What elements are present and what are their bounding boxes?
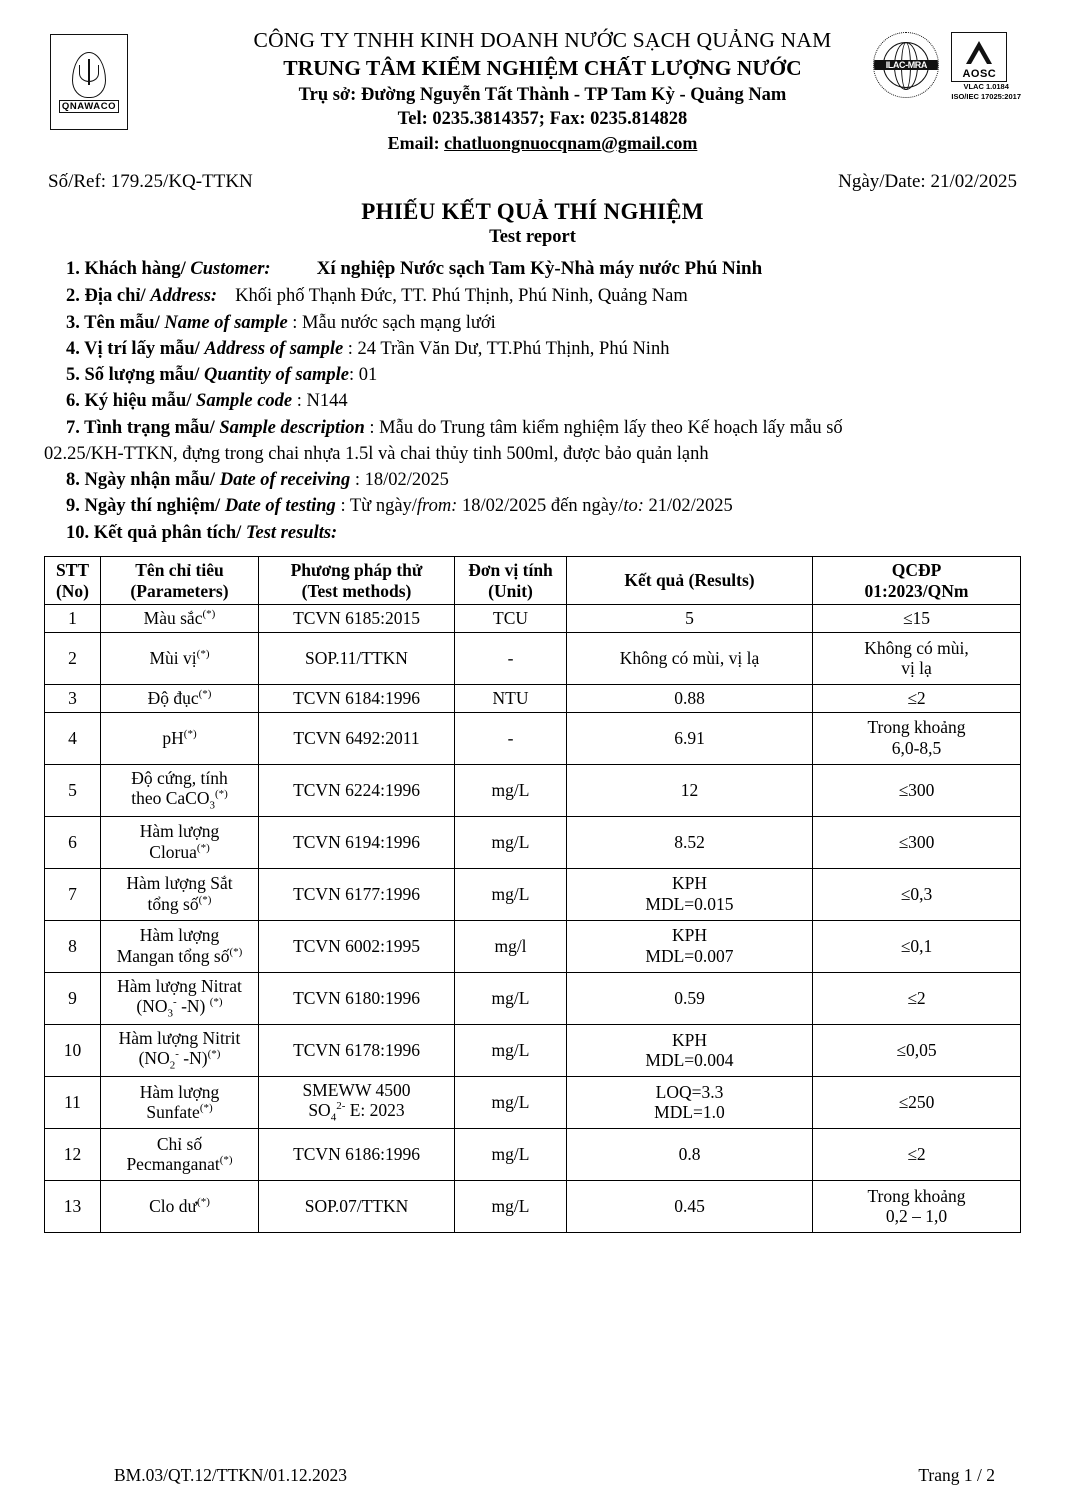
info-row-description	[66, 415, 1021, 441]
testing-value-to: to:	[623, 496, 644, 517]
cell-unit: mg/L	[455, 764, 567, 816]
aosc-icon	[951, 32, 1007, 82]
cell-parameter: Độ cứng, tính theo CaCO$_3$(*)	[101, 764, 259, 816]
cell-parameter: Hàm lượng Nitrat ($NO_3^-$ -N) (*)	[101, 972, 259, 1024]
cell-unit: NTU	[455, 684, 567, 712]
table-row	[45, 1128, 1021, 1180]
footnote-star: (*)	[183, 727, 197, 740]
table-row	[45, 1076, 1021, 1128]
description-label: 7. Tình trạng mẫu/	[66, 417, 220, 438]
cell-result: 5	[567, 605, 813, 633]
info-row-sample-address	[66, 336, 1021, 362]
report-date: Ngày/Date: 21/02/2025	[838, 171, 1017, 193]
cell-parameter: Hàm lượng Mangan tổng số(*)	[101, 920, 259, 972]
cell-unit: mg/L	[455, 1024, 567, 1076]
footnote-star: (*)	[198, 894, 212, 907]
cell-result: 0.59	[567, 972, 813, 1024]
info-row-address	[66, 283, 1021, 309]
info-row-description-cont	[44, 441, 1021, 467]
cell-parameter: pH(*)	[101, 712, 259, 764]
cell-no: 9	[45, 972, 101, 1024]
footnote-star: (*)	[214, 788, 228, 801]
sample-address-label: 4. Vị trí lấy mẫu/	[66, 338, 205, 359]
footnote-star: (*)	[196, 842, 210, 855]
cell-method: TCVN 6224:1996	[259, 764, 455, 816]
ilac-globe-icon	[873, 32, 939, 98]
cell-method: TCVN 6186:1996	[259, 1128, 455, 1180]
info-row-customer	[66, 256, 1021, 283]
info-row-sample-name	[66, 310, 1021, 336]
ref-number: Số/Ref: 179.25/KQ-TTKN	[48, 171, 253, 193]
cell-result: 0.88	[567, 684, 813, 712]
cell-result: KPH MDL=0.004	[567, 1024, 813, 1076]
cell-unit: TCU	[455, 605, 567, 633]
cell-no: 7	[45, 868, 101, 920]
receiving-label: 8. Ngày nhận mẫu/	[66, 470, 220, 491]
footnote-star: (*)	[199, 1102, 213, 1115]
cell-parameter: Clo dư(*)	[101, 1180, 259, 1232]
cell-limit: ≤2	[813, 1128, 1021, 1180]
footnote-star: (*)	[198, 688, 212, 701]
table-row	[45, 1180, 1021, 1232]
cell-parameter: Độ đục(*)	[101, 684, 259, 712]
th-methods: Phương pháp thử (Test methods)	[259, 556, 455, 604]
footnote-star: (*)	[197, 1196, 210, 1209]
cell-limit: ≤2	[813, 972, 1021, 1024]
cell-limit: Trong khoảng 6,0-8,5	[813, 712, 1021, 764]
ilac-mra-mark	[873, 32, 939, 98]
cell-limit: ≤300	[813, 764, 1021, 816]
company-name: CÔNG TY TNHH KINH DOANH NƯỚC SẠCH QUẢNG NAM	[253, 28, 832, 52]
cell-no: 3	[45, 684, 101, 712]
page-subtitle: Test report	[489, 227, 576, 248]
results-label-en: Test results:	[245, 522, 338, 543]
cell-parameter: Hàm lượng Nitrit ($NO_2^-$ -N)(*)	[101, 1024, 259, 1076]
cell-parameter: Màu sắc(*)	[101, 605, 259, 633]
cell-method: TCVN 6180:1996	[259, 972, 455, 1024]
cell-unit: -	[455, 712, 567, 764]
footnote-star: (*)	[202, 608, 216, 621]
cell-result: KPH MDL=0.015	[567, 868, 813, 920]
cell-method: SOP.07/TTKN	[259, 1180, 455, 1232]
reference-line	[44, 171, 1021, 193]
cell-limit: ≤250	[813, 1076, 1021, 1128]
sample-info-block	[44, 256, 1021, 546]
receiving-value: : 18/02/2025	[354, 470, 449, 491]
testing-value-e: 21/02/2025	[643, 496, 733, 517]
cell-limit: Trong khoảng 0,2 – 1,0	[813, 1180, 1021, 1232]
table-row	[45, 764, 1021, 816]
cell-result: 12	[567, 764, 813, 816]
info-row-receiving	[66, 467, 1021, 493]
info-row-testing	[66, 493, 1021, 519]
cell-no: 5	[45, 764, 101, 816]
table-row	[45, 868, 1021, 920]
cell-unit: mg/l	[455, 920, 567, 972]
table-header-row	[45, 556, 1021, 604]
cell-unit: mg/L	[455, 1180, 567, 1232]
cell-method: TCVN 6185:2015	[259, 605, 455, 633]
cell-parameter: Hàm lượng Clorua(*)	[101, 816, 259, 868]
cell-parameter: Hàm lượng Sắt tổng số(*)	[101, 868, 259, 920]
sample-address-value: : 24 Trần Văn Dư, TT.Phú Thịnh, Phú Ninh	[347, 338, 670, 359]
customer-label: 1. Khách hàng/	[66, 259, 191, 280]
sample-code-label-en: Sample code	[196, 391, 293, 412]
th-parameters: Tên chỉ tiêu (Parameters)	[101, 556, 259, 604]
company-logo	[50, 34, 128, 130]
cell-parameter: Mùi vị(*)	[101, 632, 259, 684]
footnote-star: (*)	[229, 946, 243, 959]
cell-parameter: Hàm lượng Sunfate(*)	[101, 1076, 259, 1128]
table-row	[45, 605, 1021, 633]
description-label-en: Sample description	[219, 417, 365, 438]
table-row	[45, 920, 1021, 972]
info-row-sample-code	[66, 388, 1021, 414]
page-number: Trang 1 / 2	[918, 1465, 995, 1485]
cell-limit: ≤15	[813, 605, 1021, 633]
center-name: TRUNG TÂM KIỂM NGHIỆM CHẤT LƯỢNG NƯỚC	[283, 56, 802, 81]
address-label: 2. Địa chỉ/	[66, 286, 151, 307]
description-value-2: 02.25/KH-TTKN, đựng trong chai nhựa 1.5l và chai thủy tinh 500ml, được bảo quản lạnh	[44, 443, 709, 464]
header-text-block	[254, 26, 832, 155]
cell-no: 4	[45, 712, 101, 764]
footnote-star: (*)	[209, 996, 223, 1009]
sample-address-label-en: Address of sample	[204, 338, 344, 359]
cell-no: 10	[45, 1024, 101, 1076]
company-address: Trụ sở: Đường Nguyễn Tất Thành - TP Tam Kỳ - Quảng Nam	[298, 84, 787, 105]
cell-unit: mg/L	[455, 868, 567, 920]
address-value: Khối phố Thạnh Đức, TT. Phú Thịnh, Phú Ninh, Quảng Nam	[235, 286, 688, 307]
address-label-en: Address:	[150, 286, 218, 307]
aosc-mark	[951, 32, 1021, 101]
info-row-quantity	[66, 362, 1021, 388]
info-row-results	[66, 520, 1021, 546]
sample-name-label: 3. Tên mẫu/	[66, 312, 165, 333]
th-stt: STT (No)	[45, 556, 101, 604]
cell-no: 13	[45, 1180, 101, 1232]
company-email-line	[254, 132, 832, 156]
cell-method: TCVN 6178:1996	[259, 1024, 455, 1076]
form-code: BM.03/QT.12/TTKN/01.12.2023	[114, 1465, 348, 1485]
document-header	[44, 26, 1021, 155]
receiving-label-en: Date of receiving	[219, 470, 351, 491]
accreditation-marks	[873, 32, 1021, 101]
results-table	[44, 556, 1021, 1233]
aosc-label: AOSC	[962, 68, 997, 80]
company-phone: Tel: 0235.3814357; Fax: 0235.814828	[397, 109, 688, 130]
email-label: Email:	[387, 132, 440, 153]
email-link[interactable]: chatluongnuocqnam@gmail.com	[444, 132, 698, 153]
cell-no: 6	[45, 816, 101, 868]
cell-result: Không có mùi, vị lạ	[567, 632, 813, 684]
cell-method: SMEWW 4500 $SO_4^{2-}$ E: 2023	[259, 1076, 455, 1128]
table-row	[45, 1024, 1021, 1076]
cell-result: 0.8	[567, 1128, 813, 1180]
quantity-label-en: Quantity of sample	[204, 365, 349, 386]
cell-method: TCVN 6492:2011	[259, 712, 455, 764]
testing-value-a: : Từ ngày/	[340, 496, 417, 517]
description-value: : Mẫu do Trung tâm kiểm nghiệm lấy theo Kế hoạch lấy mẫu số	[369, 417, 843, 438]
cell-limit: ≤300	[813, 816, 1021, 868]
cell-result: 0.45	[567, 1180, 813, 1232]
aosc-sub-line-2: ISO/IEC 17025:2017	[951, 91, 1021, 101]
footnote-star: (*)	[219, 1154, 233, 1167]
cell-no: 2	[45, 632, 101, 684]
testing-label-en: Date of testing	[224, 496, 336, 517]
water-flame-icon	[72, 52, 106, 98]
cell-method: TCVN 6184:1996	[259, 684, 455, 712]
th-unit: Đơn vị tính (Unit)	[455, 556, 567, 604]
cell-result: KPH MDL=0.007	[567, 920, 813, 972]
ilac-label: ILAC-MRA	[874, 60, 938, 70]
sample-name-value: : Mẫu nước sạch mạng lưới	[292, 312, 496, 333]
cell-result: 6.91	[567, 712, 813, 764]
customer-label-en: Customer:	[190, 259, 271, 280]
table-row	[45, 632, 1021, 684]
logo-label: QNAWACO	[59, 100, 119, 113]
th-results: Kết quả (Results)	[567, 556, 813, 604]
results-label: 10. Kết quả phân tích/	[66, 522, 246, 543]
cell-no: 12	[45, 1128, 101, 1180]
cell-limit: Không có mùi, vị lạ	[813, 632, 1021, 684]
th-limit: QCĐP 01:2023/QNm	[813, 556, 1021, 604]
cell-unit: mg/L	[455, 1128, 567, 1180]
cell-parameter: Chỉ số Pecmanganat(*)	[101, 1128, 259, 1180]
cell-method: SOP.11/TTKN	[259, 632, 455, 684]
cell-unit: mg/L	[455, 1076, 567, 1128]
cell-unit: mg/L	[455, 972, 567, 1024]
cell-limit: ≤2	[813, 684, 1021, 712]
table-row	[45, 972, 1021, 1024]
page-footer	[44, 1465, 1021, 1486]
sample-code-value: : N144	[296, 391, 348, 412]
customer-value: Xí nghiệp Nước sạch Tam Kỳ-Nhà máy nước Phú Ninh	[316, 258, 763, 280]
table-row	[45, 816, 1021, 868]
table-row	[45, 712, 1021, 764]
aosc-sub-line-1: VLAC 1.0184	[963, 82, 1009, 91]
table-row	[45, 684, 1021, 712]
quantity-label: 5. Số lượng mẫu/	[66, 365, 205, 386]
sample-name-label-en: Name of sample	[164, 312, 288, 333]
footnote-star: (*)	[196, 648, 210, 661]
testing-value-from: from:	[416, 496, 458, 517]
cell-limit: ≤0,05	[813, 1024, 1021, 1076]
cell-method: TCVN 6177:1996	[259, 868, 455, 920]
cell-unit: mg/L	[455, 816, 567, 868]
cell-limit: ≤0,3	[813, 868, 1021, 920]
cell-no: 11	[45, 1076, 101, 1128]
page-title: PHIẾU KẾT QUẢ THÍ NGHIỆM	[361, 199, 704, 225]
cell-result: 8.52	[567, 816, 813, 868]
footnote-star: (*)	[207, 1048, 221, 1061]
cell-unit: -	[455, 632, 567, 684]
cell-method: TCVN 6194:1996	[259, 816, 455, 868]
cell-limit: ≤0,1	[813, 920, 1021, 972]
testing-value-c: 18/02/2025 đến ngày/	[457, 496, 624, 517]
quantity-value: : 01	[348, 365, 378, 386]
cell-result: LOQ=3.3 MDL=1.0	[567, 1076, 813, 1128]
testing-label: 9. Ngày thí nghiệm/	[66, 496, 225, 517]
cell-no: 8	[45, 920, 101, 972]
cell-method: TCVN 6002:1995	[259, 920, 455, 972]
cell-no: 1	[45, 605, 101, 633]
sample-code-label: 6. Ký hiệu mẫu/	[66, 391, 197, 412]
